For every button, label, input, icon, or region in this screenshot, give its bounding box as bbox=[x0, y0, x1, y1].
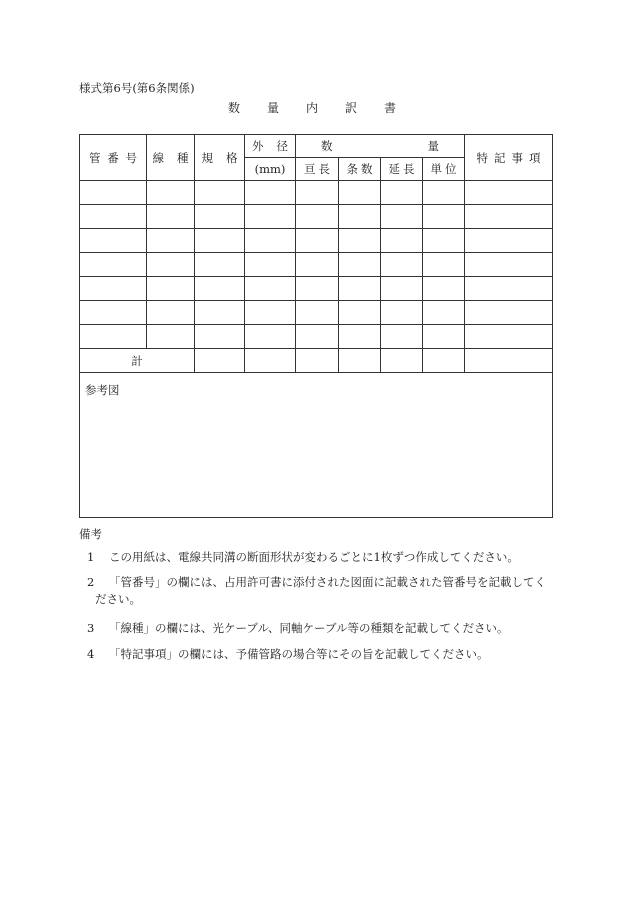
table-row bbox=[80, 181, 553, 205]
header-special-notes: 特 記 事 項 bbox=[465, 135, 553, 181]
total-label: 計 bbox=[80, 349, 195, 373]
header-pipe-number: 管 番 号 bbox=[80, 135, 147, 181]
note-text: 「特記事項」の欄には、予備管路の場合等にその旨を記載してください。 bbox=[109, 647, 489, 661]
reference-row bbox=[80, 373, 553, 518]
total-row bbox=[80, 349, 553, 373]
note-number: 1 bbox=[87, 550, 95, 564]
header-unit: 単 位 bbox=[423, 158, 465, 181]
table-row bbox=[80, 301, 553, 325]
header-extended-length: 延 長 bbox=[381, 158, 423, 181]
title-char: 数 bbox=[228, 101, 241, 115]
note-text: 「管番号」の欄には、占用許可書に添付された図面に記載された管番号を記載してく bbox=[109, 575, 546, 589]
header-spec: 規 格 bbox=[195, 135, 245, 181]
note-item bbox=[87, 549, 549, 566]
header-span-length: 亘 長 bbox=[296, 158, 339, 181]
note-item bbox=[87, 620, 549, 637]
title-char: 量 bbox=[266, 101, 279, 115]
note-text-continued: ださい。 bbox=[95, 592, 141, 606]
note-text: 「線種」の欄には、光ケーブル、同軸ケーブル等の種類を記載してください。 bbox=[109, 621, 509, 635]
header-diameter-unit: (mm) bbox=[245, 158, 296, 181]
table-row bbox=[80, 229, 553, 253]
header-count: 条 数 bbox=[339, 158, 381, 181]
reference-diagram-area bbox=[80, 373, 553, 518]
reference-label: 参考図 bbox=[85, 383, 120, 397]
header-outer-diameter: 外 径 bbox=[245, 135, 296, 158]
note-number: 4 bbox=[87, 647, 95, 661]
header-line-type: 線 種 bbox=[147, 135, 195, 181]
note-number: 2 bbox=[87, 575, 95, 589]
note-item bbox=[87, 574, 549, 608]
title-char: 書 bbox=[383, 101, 396, 115]
document-title bbox=[228, 99, 396, 116]
notes-title: 備考 bbox=[79, 527, 102, 541]
title-char: 訳 bbox=[344, 101, 357, 115]
quantity-breakdown-table bbox=[79, 134, 553, 518]
table-row bbox=[80, 277, 553, 301]
note-item bbox=[87, 646, 549, 663]
table-row bbox=[80, 325, 553, 349]
title-char: 内 bbox=[305, 101, 318, 115]
header-quantity: 数 量 bbox=[296, 135, 465, 158]
form-label: 様式第6号(第6条関係) bbox=[79, 81, 195, 95]
table-row bbox=[80, 205, 553, 229]
note-text: この用紙は、電線共同溝の断面形状が変わるごとに1枚ずつ作成してください。 bbox=[109, 550, 519, 564]
note-number: 3 bbox=[87, 621, 95, 635]
table-row bbox=[80, 253, 553, 277]
